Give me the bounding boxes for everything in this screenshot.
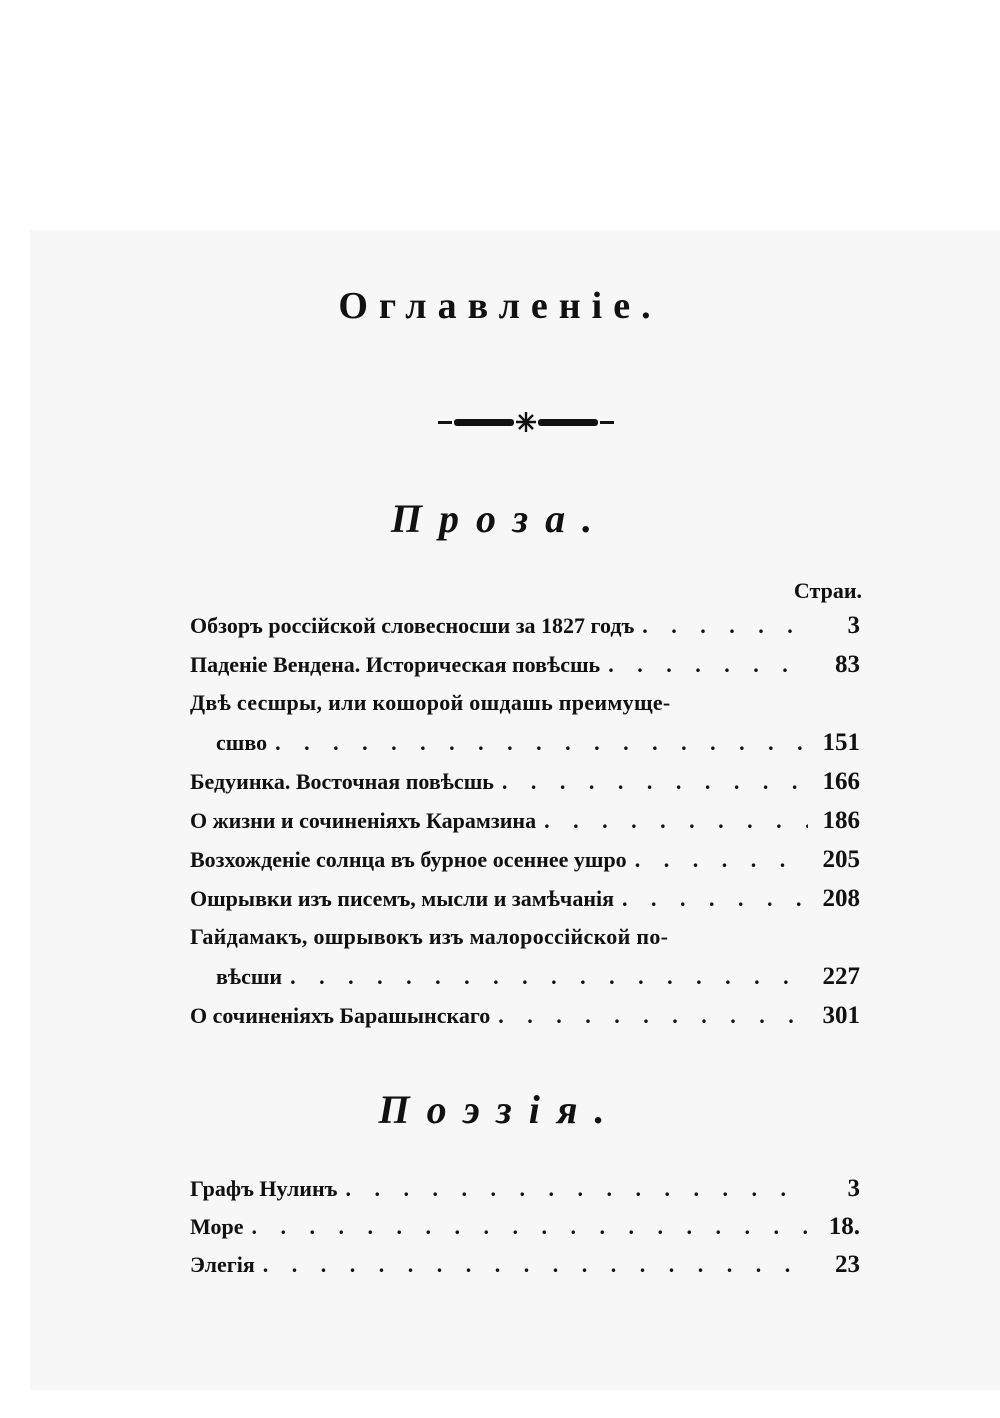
page-column-label: Страи. xyxy=(793,578,862,603)
toc-entry-title: Ошрывки изъ писемъ, мысли и замѣчанія xyxy=(190,886,615,911)
dot-leader xyxy=(622,886,808,912)
toc-entry-title: Бедуинка. Восточная повѣсшь xyxy=(190,769,494,794)
toc-entry-title: Море xyxy=(190,1214,244,1239)
toc-entry-page: 208 xyxy=(822,885,860,912)
prose-toc xyxy=(190,612,860,1041)
dot-leader xyxy=(251,1214,808,1240)
toc-entry[interactable] xyxy=(190,1002,860,1041)
toc-entry-title: Гайдамакъ, ошрывокъ изъ малороссійской по- xyxy=(190,924,669,949)
toc-entry-page: 151 xyxy=(822,729,860,756)
dot-leader xyxy=(275,730,808,756)
toc-entry-page: 186 xyxy=(822,807,860,834)
page-title: Оглавленіе. xyxy=(338,285,662,327)
dot-leader xyxy=(263,1252,808,1278)
prose-heading: Проза. xyxy=(390,496,610,541)
toc-entry-continuation: вѣсши xyxy=(216,964,283,989)
dot-leader xyxy=(642,613,808,639)
toc-entry[interactable] xyxy=(190,846,860,885)
toc-entry-page: 227 xyxy=(822,963,860,990)
toc-entry-page: 205 xyxy=(822,846,860,873)
toc-entry[interactable] xyxy=(190,690,860,768)
toc-entry-title: Возхожденіе солнца въ бурное осеннее ушро xyxy=(190,847,627,872)
toc-entry-title: О жизни и сочиненіяхъ Карамзина xyxy=(190,808,537,833)
toc-entry[interactable] xyxy=(190,1175,860,1213)
dot-leader xyxy=(502,769,808,795)
toc-entry[interactable] xyxy=(190,885,860,924)
toc-entry-title: Паденіе Вендена. Историческая повѣсшь xyxy=(190,652,601,677)
dot-leader xyxy=(345,1176,808,1202)
toc-entry-title: О сочиненіяхъ Барашынскаго xyxy=(190,1003,491,1028)
poetry-toc xyxy=(190,1175,860,1289)
dot-leader xyxy=(290,964,808,990)
ornament-divider xyxy=(436,402,616,442)
toc-entry-page: 301 xyxy=(822,1002,860,1029)
dot-leader xyxy=(635,847,808,873)
toc-entry-page: 18. xyxy=(828,1213,860,1240)
poetry-heading: Поэзія. xyxy=(378,1087,622,1132)
toc-entry-page: 83 xyxy=(835,651,860,678)
toc-entry[interactable] xyxy=(190,768,860,807)
toc-entry-page: 3 xyxy=(847,1175,860,1202)
toc-entry-page: 3 xyxy=(847,612,860,639)
toc-entry[interactable] xyxy=(190,1213,860,1251)
dot-leader xyxy=(544,808,808,834)
toc-entry-continuation: сшво xyxy=(216,730,268,755)
toc-entry-title: Элегія xyxy=(190,1252,255,1277)
toc-entry-page: 23 xyxy=(835,1251,860,1278)
toc-entry[interactable] xyxy=(190,1251,860,1289)
toc-entry[interactable] xyxy=(190,612,860,651)
toc-entry-title: Двѣ сесшры, или кошорой ошдашь преимуще- xyxy=(190,690,671,715)
toc-entry-title: Обзоръ россійской словесносши за 1827 годъ xyxy=(190,613,635,638)
dot-leader xyxy=(498,1003,808,1029)
toc-entry-page: 166 xyxy=(822,768,860,795)
toc-entry-title: Графъ Нулинъ xyxy=(190,1176,338,1201)
dot-leader xyxy=(608,652,808,678)
toc-entry[interactable] xyxy=(190,924,860,1002)
toc-entry[interactable] xyxy=(190,807,860,846)
toc-entry[interactable] xyxy=(190,651,860,690)
